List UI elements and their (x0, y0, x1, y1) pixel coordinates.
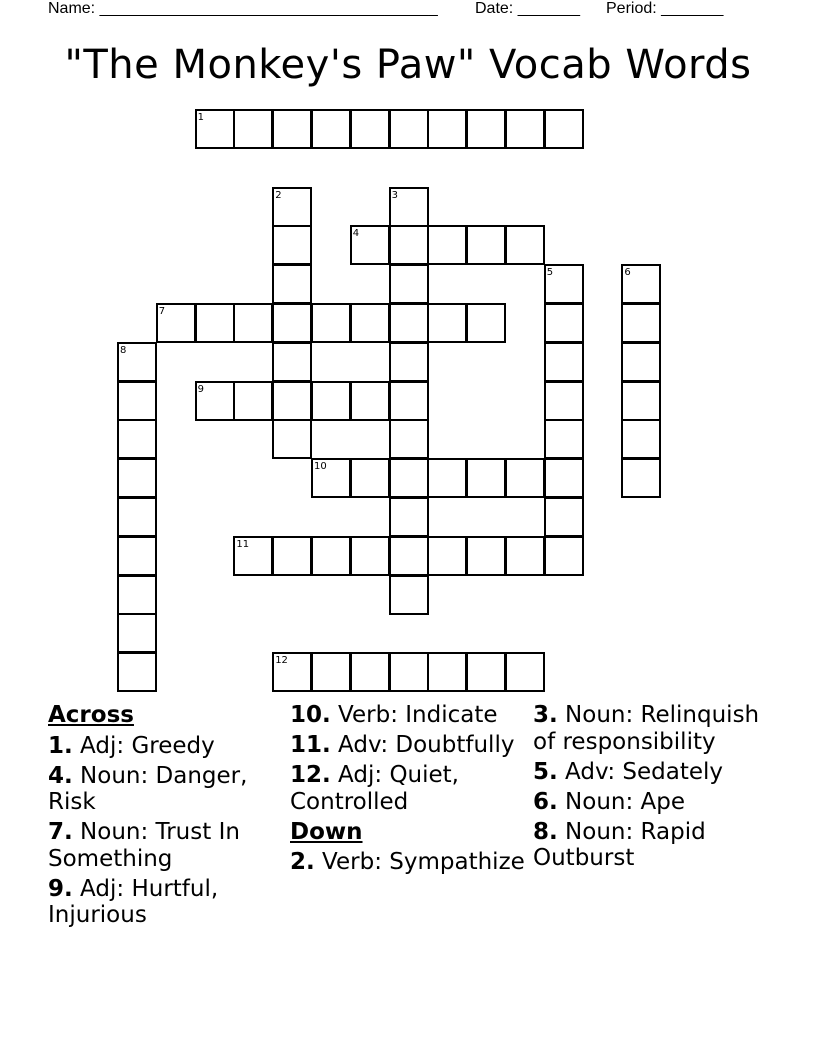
grid-cell[interactable] (621, 342, 661, 382)
grid-cell[interactable] (621, 419, 661, 459)
grid-cell[interactable] (272, 419, 312, 459)
grid-cell[interactable] (272, 381, 312, 421)
clue-number: 9. (48, 875, 73, 902)
clue-text: Noun: Trust In Something (48, 819, 240, 872)
grid-cell[interactable] (350, 652, 390, 692)
grid-cell[interactable] (311, 536, 351, 576)
grid-cell[interactable] (389, 652, 429, 692)
grid-cell[interactable] (427, 109, 467, 149)
clue-column-1 (48, 702, 278, 932)
clue-number-label: 5 (546, 267, 554, 279)
grid-cell[interactable] (389, 419, 429, 459)
grid-cell[interactable] (311, 303, 351, 343)
grid-cell[interactable] (466, 536, 506, 576)
grid-cell[interactable] (544, 536, 584, 576)
grid-cell[interactable] (389, 458, 429, 498)
clue-number: 5. (533, 758, 558, 785)
clue-column-2 (290, 702, 525, 879)
clue-number-label: 7 (158, 306, 166, 317)
clue-number-label: 1 (197, 112, 204, 123)
page-title: "The Monkey's Paw" Vocab Words (64, 42, 752, 88)
clue-text: Verb: Indicate (330, 702, 498, 728)
clue-number-label: 6 (624, 267, 631, 279)
down-heading: Down (290, 818, 363, 845)
grid-cell[interactable] (389, 536, 429, 576)
clue-across-9 (48, 876, 278, 929)
grid-cell[interactable] (272, 225, 312, 265)
grid-cell[interactable] (544, 419, 584, 459)
grid-cell[interactable] (466, 225, 506, 265)
grid-cell[interactable] (117, 536, 157, 576)
grid-cell[interactable] (350, 303, 390, 343)
clue-number: 8. (533, 818, 558, 845)
clue-down-6 (533, 789, 773, 816)
grid-cell[interactable] (311, 652, 351, 692)
grid-cell[interactable] (427, 225, 467, 265)
clue-text: Verb: Sympathize (314, 849, 525, 875)
grid-cell[interactable] (544, 458, 584, 498)
grid-cell[interactable] (544, 109, 584, 149)
grid-cell[interactable] (233, 303, 273, 343)
grid-cell[interactable] (466, 109, 506, 149)
clue-text: Adj: Hurtful, Injurious (48, 875, 219, 928)
grid-cell[interactable] (427, 303, 467, 343)
grid-cell[interactable] (389, 497, 429, 537)
grid-cell[interactable] (544, 381, 584, 421)
clue-number-label: 4 (352, 228, 360, 240)
grid-cell[interactable] (621, 458, 661, 498)
clue-number-label: 3 (391, 189, 398, 201)
grid-cell[interactable] (427, 652, 467, 692)
grid-cell[interactable] (272, 342, 312, 382)
clue-across-10 (290, 702, 525, 729)
clue-across-12 (290, 762, 525, 815)
grid-cell[interactable] (389, 303, 429, 343)
grid-cell[interactable] (427, 536, 467, 576)
grid-cell[interactable] (195, 303, 235, 343)
clue-number-label: 8 (120, 344, 127, 356)
clue-number: 10. (290, 702, 331, 728)
grid-cell[interactable] (427, 458, 467, 498)
clue-number: 6. (533, 788, 558, 815)
grid-cell[interactable] (505, 652, 545, 692)
grid-cell[interactable] (389, 381, 429, 421)
grid-cell[interactable] (350, 381, 390, 421)
grid-cell[interactable] (311, 109, 351, 149)
grid-cell[interactable] (505, 458, 545, 498)
grid-cell[interactable] (466, 652, 506, 692)
clue-text: Noun: Danger, Risk (48, 762, 248, 815)
clue-number-label: 11 (236, 538, 250, 550)
clue-number-label: 9 (197, 383, 204, 395)
grid-cell[interactable] (389, 109, 429, 149)
grid-cell[interactable] (505, 109, 545, 149)
grid-cell[interactable] (350, 458, 390, 498)
grid-cell[interactable] (466, 458, 506, 498)
grid-cell[interactable] (117, 575, 157, 615)
clue-column-3 (533, 702, 773, 875)
grid-cell[interactable] (117, 497, 157, 537)
grid-cell[interactable] (272, 303, 312, 343)
clue-number: 11. (290, 732, 331, 758)
clue-down-8 (533, 819, 773, 872)
grid-cell[interactable] (272, 536, 312, 576)
grid-cell[interactable] (466, 303, 506, 343)
clue-text: Noun: Rapid Outburst (533, 818, 706, 871)
clue-number: 4. (48, 762, 73, 789)
clue-across-4 (48, 763, 278, 816)
clue-number-label: 10 (314, 461, 327, 473)
clue-across-7 (48, 819, 278, 872)
grid-cell[interactable] (621, 303, 661, 343)
grid-cell[interactable] (311, 381, 351, 421)
clue-number: 2. (290, 849, 315, 875)
clue-number: 12. (290, 762, 331, 788)
clue-down-5 (533, 759, 773, 786)
grid-cell[interactable] (117, 458, 157, 498)
clue-number: 3. (533, 702, 558, 728)
grid-cell[interactable] (505, 225, 545, 265)
clue-down-2 (290, 849, 525, 876)
clue-text: Noun: Relinquish of responsibility (533, 702, 760, 755)
clue-down-3 (533, 702, 773, 755)
grid-cell[interactable] (350, 109, 390, 149)
grid-cell[interactable] (544, 497, 584, 537)
grid-cell[interactable] (117, 381, 157, 421)
grid-cell[interactable] (117, 419, 157, 459)
grid-cell[interactable] (544, 303, 584, 343)
grid-cell[interactable] (544, 342, 584, 382)
period-field[interactable]: Period: _______ (606, 0, 724, 17)
grid-cell[interactable] (389, 575, 429, 615)
grid-cell[interactable] (272, 109, 312, 149)
grid-cell[interactable] (389, 225, 429, 265)
grid-cell[interactable] (505, 536, 545, 576)
grid-cell[interactable] (117, 652, 157, 692)
date-field[interactable]: Date: _______ (475, 0, 580, 17)
grid-cell[interactable] (233, 381, 273, 421)
clue-across-11 (290, 732, 525, 759)
grid-cell[interactable] (389, 264, 429, 304)
across-heading: Across (48, 702, 134, 728)
clue-text: Adv: Doubtfully (330, 732, 515, 758)
grid-cell[interactable] (233, 109, 273, 149)
clue-text: Adv: Sedately (557, 758, 724, 785)
clue-across-1 (48, 733, 278, 760)
clue-text: Adj: Quiet, Controlled (290, 762, 459, 815)
clue-text: Noun: Ape (557, 788, 686, 815)
grid-cell[interactable] (350, 536, 390, 576)
clue-number: 1. (48, 732, 73, 759)
grid-cell[interactable] (117, 613, 157, 653)
clue-text: Adj: Greedy (72, 732, 215, 759)
grid-cell[interactable] (389, 342, 429, 382)
grid-cell[interactable] (621, 381, 661, 421)
clue-number-label: 12 (275, 655, 288, 667)
grid-cell[interactable] (272, 264, 312, 304)
clue-number: 7. (48, 819, 73, 845)
clue-number-label: 2 (275, 189, 282, 201)
name-field[interactable]: Name: ______________________________________ (48, 0, 438, 17)
